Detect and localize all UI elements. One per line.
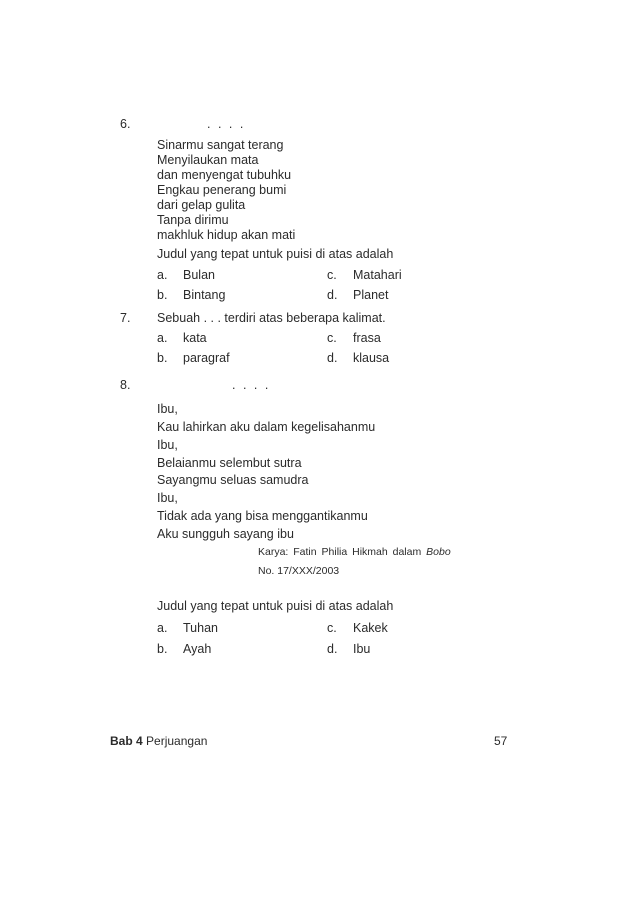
- q8-poem-line-3: Ibu,: [157, 438, 178, 452]
- option-text: Planet: [353, 288, 389, 302]
- q8-poem-line-1: Ibu,: [157, 402, 178, 416]
- poem-credit-issue: No. 17/XXX/2003: [258, 565, 340, 577]
- q8-poem-line-6: Ibu,: [157, 491, 178, 505]
- q6-option-b[interactable]: [157, 288, 225, 302]
- q8-option-c[interactable]: [327, 621, 388, 635]
- q6-poem-line-6: Tanpa dirimu: [157, 213, 229, 227]
- q7-option-d[interactable]: [327, 351, 389, 365]
- option-letter: d.: [327, 642, 338, 656]
- q8-option-a[interactable]: [157, 621, 218, 635]
- q8-poem-line-5: Sayangmu seluas samudra: [157, 473, 309, 487]
- option-letter: b.: [157, 288, 168, 302]
- q8-option-b[interactable]: [157, 642, 211, 656]
- option-text: klausa: [353, 351, 390, 365]
- option-letter: a.: [157, 268, 168, 282]
- option-letter: d.: [327, 351, 338, 365]
- option-letter: b.: [157, 351, 168, 365]
- q6-poem-line-4: Engkau penerang bumi: [157, 183, 287, 197]
- poem-credit-author: Karya: Fatin Philia Hikmah dalam: [258, 546, 422, 558]
- q7-question: Sebuah . . . terdiri atas beberapa kalimat.: [157, 311, 386, 325]
- poem-credit-source: Bobo: [426, 546, 451, 558]
- option-letter: d.: [327, 288, 338, 302]
- option-text: Ibu: [353, 642, 371, 656]
- q7-option-a[interactable]: [157, 331, 207, 345]
- q6-option-d[interactable]: [327, 288, 388, 302]
- q6-number: 6.: [120, 117, 131, 131]
- option-letter: c.: [327, 268, 337, 282]
- q8-poem-line-2: Kau lahirkan aku dalam kegelisahanmu: [157, 420, 376, 434]
- q6-poem-line-3: dan menyengat tubuhku: [157, 168, 292, 182]
- option-letter: c.: [327, 331, 337, 345]
- footer-chapter: [110, 734, 207, 748]
- q8-poem-line-8: Aku sungguh sayang ibu: [157, 527, 294, 541]
- q8-poem-line-4: Belaianmu selembut sutra: [157, 456, 302, 470]
- option-text: Tuhan: [183, 621, 218, 635]
- option-text: paragraf: [183, 351, 230, 365]
- option-letter: c.: [327, 621, 337, 635]
- q8-poem-line-7: Tidak ada yang bisa menggantikanmu: [157, 509, 368, 523]
- option-text: Kakek: [353, 621, 388, 635]
- q6-poem-line-1: Sinarmu sangat terang: [157, 138, 284, 152]
- option-text: Bulan: [183, 268, 215, 282]
- q8-number: 8.: [120, 378, 131, 392]
- footer-chapter-title: Perjuangan: [146, 734, 208, 748]
- q8-option-d[interactable]: [327, 642, 370, 656]
- q6-question: Judul yang tepat untuk puisi di atas adalah: [157, 247, 394, 261]
- option-text: kata: [183, 331, 207, 345]
- option-letter: a.: [157, 621, 168, 635]
- q6-option-a[interactable]: [157, 268, 215, 282]
- option-text: Bintang: [183, 288, 226, 302]
- q6-option-c[interactable]: [327, 268, 402, 282]
- q6-poem-line-5: dari gelap gulita: [157, 198, 246, 212]
- q8-title-blank: . . . .: [232, 378, 271, 392]
- poem-credit: [258, 546, 451, 558]
- q7-option-b[interactable]: [157, 351, 230, 365]
- q7-option-c[interactable]: [327, 331, 381, 345]
- footer-chapter-number: Bab 4: [110, 734, 143, 748]
- option-text: Matahari: [353, 268, 402, 282]
- option-letter: a.: [157, 331, 168, 345]
- page-number: 57: [494, 734, 508, 748]
- q6-poem-line-7: makhluk hidup akan mati: [157, 228, 296, 242]
- q6-poem-line-2: Menyilaukan mata: [157, 153, 259, 167]
- option-text: frasa: [353, 331, 381, 345]
- q8-question: Judul yang tepat untuk puisi di atas adalah: [157, 599, 394, 613]
- q6-title-blank: . . . .: [207, 117, 246, 131]
- option-text: Ayah: [183, 642, 212, 656]
- option-letter: b.: [157, 642, 168, 656]
- q7-number: 7.: [120, 311, 131, 325]
